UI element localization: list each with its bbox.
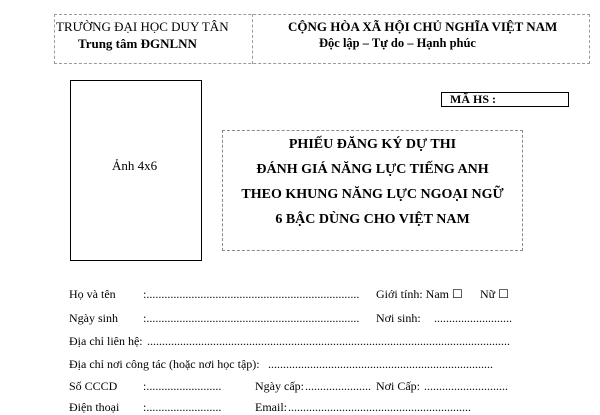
email-label: Email:	[255, 400, 287, 414]
gender-female-option[interactable]: Nữ ☐	[480, 287, 509, 301]
issue-place-field[interactable]: ............................	[424, 379, 508, 393]
center-name: Trung tâm ĐGNLNN	[78, 36, 197, 51]
student-code-label: MÃ HS :	[450, 92, 496, 106]
gender-male-option[interactable]: Giới tính: Nam ☐	[376, 287, 463, 301]
form-title-line-2: ĐÁNH GIÁ NĂNG LỰC TIẾNG ANH	[256, 162, 489, 177]
work-address-field[interactable]: ...........................................................................	[268, 357, 493, 371]
photo-label: Ảnh 4x6	[112, 158, 158, 173]
id-label: Số CCCD	[69, 379, 118, 393]
dob-label: Ngày sinh	[69, 311, 118, 325]
email-field[interactable]: .............................................................	[288, 400, 471, 414]
school-name: TRƯỜNG ĐẠI HỌC DUY TÂN	[56, 19, 229, 34]
issue-date-label: Ngày cấp:	[255, 379, 304, 393]
national-motto: Độc lập – Tự do – Hạnh phúc	[319, 36, 476, 50]
form-title-line-4: 6 BẬC DÙNG CHO VIỆT NAM	[275, 212, 470, 227]
id-field[interactable]: :.........................	[143, 379, 222, 393]
phone-label: Điện thoại	[69, 400, 120, 414]
form-title-line-3: THEO KHUNG NĂNG LỰC NGOẠI NGỮ	[241, 187, 504, 202]
name-label: Họ và tên	[69, 287, 116, 301]
work-address-label: Địa chỉ nơi công tác (hoặc nơi học tập):	[69, 357, 260, 371]
pob-field[interactable]: ..........................	[434, 311, 512, 325]
issue-date-field[interactable]: ......................	[305, 379, 371, 393]
issue-place-label: Nơi Cấp:	[376, 379, 421, 393]
header-divider	[252, 14, 253, 64]
form-title-line-1: PHIẾU ĐĂNG KÝ DỰ THI	[288, 137, 457, 152]
name-field[interactable]: :.......................................................................	[143, 287, 360, 301]
address-field[interactable]: .........................................................................................................................	[147, 334, 510, 348]
dob-field[interactable]: :.......................................................................	[143, 311, 360, 325]
phone-field[interactable]: :.........................	[143, 400, 222, 414]
address-label: Địa chỉ liên hệ:	[69, 334, 143, 348]
pob-label: Nơi sinh:	[376, 311, 421, 325]
country-name: CỘNG HÒA XÃ HỘI CHỦ NGHĨA VIỆT NAM	[288, 19, 558, 34]
